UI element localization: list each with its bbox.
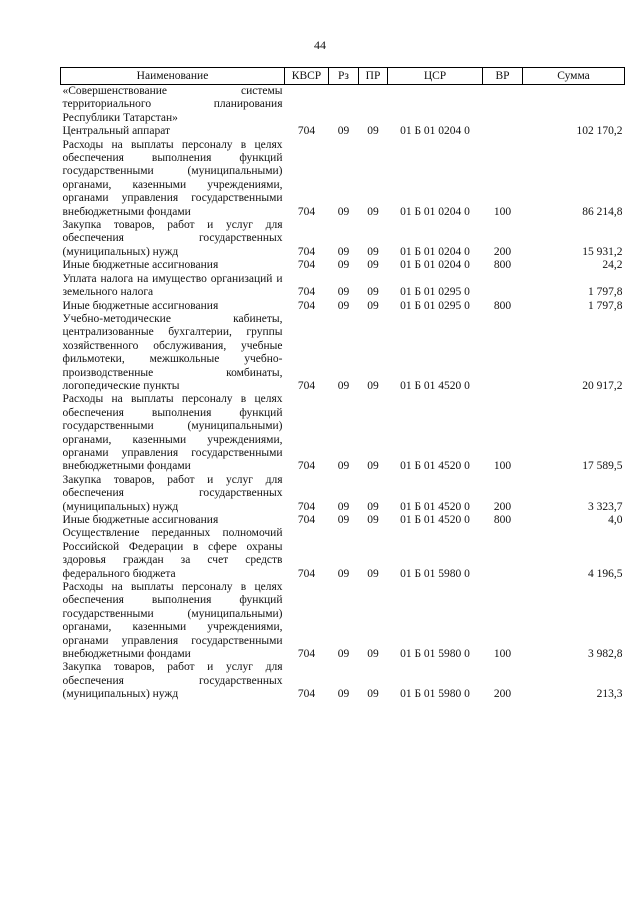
cell-rz: 09 xyxy=(337,688,350,701)
cell-name: «Совершенствование системы территориального планирования Республики Татарстан» xyxy=(62,85,283,124)
cell-rz: 09 xyxy=(337,379,350,392)
cell-vr: 800 xyxy=(493,299,512,312)
cell-pr: 09 xyxy=(367,245,379,258)
cell-rz: 09 xyxy=(337,299,350,312)
cell-sum: 4,0 xyxy=(608,514,623,526)
header-pr: ПР xyxy=(359,68,388,85)
table-body xyxy=(61,85,625,702)
cell-pr: 09 xyxy=(367,286,379,299)
cell-rz: 09 xyxy=(337,460,350,473)
cell-sum: 86 214,8 xyxy=(582,205,623,218)
cell-vr xyxy=(483,527,523,581)
cell-rz: 09 xyxy=(337,245,350,258)
cell-csr: 01 Б 01 5980 0 xyxy=(400,648,470,661)
cell-name: Иные бюджетные ассигнования xyxy=(62,514,219,526)
cell-vr xyxy=(483,273,523,300)
table-row xyxy=(61,393,625,473)
cell-name: Закупка товаров, работ и услуг для обеспечения государственных (муниципальных) нужд xyxy=(62,473,283,513)
table-row xyxy=(61,125,625,138)
header-csr: ЦСР xyxy=(388,68,483,85)
cell-sum: 1 797,8 xyxy=(588,286,623,299)
table-row xyxy=(61,313,625,393)
cell-kvsr: 704 xyxy=(297,688,316,701)
cell-kvsr: 704 xyxy=(297,500,316,513)
cell-kvsr: 704 xyxy=(297,460,316,473)
cell-csr: 01 Б 01 0204 0 xyxy=(400,259,470,272)
cell-vr xyxy=(483,313,523,393)
cell-rz: 09 xyxy=(337,286,350,299)
cell-csr: 01 Б 01 0204 0 xyxy=(400,245,470,258)
cell-kvsr: 704 xyxy=(297,125,316,138)
cell-rz: 09 xyxy=(337,514,350,526)
cell-pr: 09 xyxy=(367,205,379,218)
cell-rz: 09 xyxy=(337,500,350,513)
cell-rz: 09 xyxy=(337,125,350,138)
cell-kvsr xyxy=(285,85,329,126)
cell-vr: 200 xyxy=(493,245,512,258)
cell-name: Уплата налога на имущество организаций и земельного налога xyxy=(62,272,283,299)
cell-vr: 100 xyxy=(493,460,512,473)
page-number: 44 xyxy=(314,38,326,52)
cell-csr: 01 Б 01 5980 0 xyxy=(400,688,470,701)
cell-vr: 200 xyxy=(493,500,512,513)
cell-name: Расходы на выплаты персоналу в целях обеспечения выполнения функций государственными (муниципальными) органами, казенными учреждениями, органами управления государственными внебюджетными фондами xyxy=(62,138,283,218)
cell-pr: 09 xyxy=(367,514,379,526)
cell-csr: 01 Б 01 4520 0 xyxy=(400,460,470,473)
cell-kvsr: 704 xyxy=(297,299,316,312)
cell-csr: 01 Б 01 0295 0 xyxy=(400,286,470,299)
cell-sum: 4 196,5 xyxy=(588,567,623,580)
table-row xyxy=(61,581,625,661)
table-row xyxy=(61,514,625,527)
cell-pr: 09 xyxy=(367,379,379,392)
cell-name: Учебно-методические кабинеты, централизованные бухгалтерии, группы хозяйственного обслуживания, учебные фильмотеки, межшкольные учебно-производственные комбинаты, логопедические пункты xyxy=(62,312,283,392)
cell-rz: 09 xyxy=(337,259,350,272)
cell-kvsr: 704 xyxy=(297,286,316,299)
cell-vr xyxy=(483,85,523,126)
cell-sum: 20 917,2 xyxy=(582,379,623,392)
cell-name: Иные бюджетные ассигнования xyxy=(62,259,219,272)
cell-rz: 09 xyxy=(337,205,350,218)
cell-pr: 09 xyxy=(367,299,379,312)
cell-csr: 01 Б 01 5980 0 xyxy=(400,567,470,580)
cell-pr: 09 xyxy=(367,259,379,272)
cell-kvsr: 704 xyxy=(297,259,316,272)
table-row xyxy=(61,273,625,300)
cell-pr: 09 xyxy=(367,125,379,138)
cell-kvsr: 704 xyxy=(297,514,316,526)
table-row xyxy=(61,85,625,126)
cell-csr: 01 Б 01 4520 0 xyxy=(400,379,470,392)
cell-sum xyxy=(523,85,625,126)
cell-sum: 17 589,5 xyxy=(582,460,623,473)
cell-sum: 15 931,2 xyxy=(582,245,623,258)
cell-vr: 800 xyxy=(493,259,512,272)
cell-csr: 01 Б 01 4520 0 xyxy=(400,514,470,526)
cell-name: Расходы на выплаты персоналу в целях обеспечения выполнения функций государственными (муниципальными) органами, казенными учреждениями, органами управления государственными внебюджетными фондами xyxy=(62,393,283,473)
cell-name: Расходы на выплаты персоналу в целях обеспечения выполнения функций государственными (муниципальными) органами, казенными учреждениями, органами управления государственными внебюджетными фондами xyxy=(62,581,283,661)
cell-vr: 800 xyxy=(493,514,512,526)
cell-csr: 01 Б 01 0204 0 xyxy=(400,205,470,218)
table-row xyxy=(61,527,625,581)
header-rz: Рз xyxy=(329,68,359,85)
cell-vr: 100 xyxy=(493,205,512,218)
cell-rz: 09 xyxy=(337,567,350,580)
header-sum: Сумма xyxy=(523,68,625,85)
cell-sum: 3 982,8 xyxy=(588,648,623,661)
cell-csr: 01 Б 01 4520 0 xyxy=(400,500,470,513)
table-row xyxy=(61,219,625,259)
header-name: Наименование xyxy=(61,68,285,85)
table-row xyxy=(61,259,625,272)
cell-kvsr: 704 xyxy=(297,245,316,258)
cell-csr xyxy=(388,85,483,126)
cell-sum: 3 323,7 xyxy=(588,500,623,513)
cell-name: Центральный аппарат xyxy=(62,125,171,138)
cell-vr: 200 xyxy=(493,688,512,701)
budget-table xyxy=(60,67,625,702)
cell-kvsr: 704 xyxy=(297,379,316,392)
cell-name: Закупка товаров, работ и услуг для обеспечения государственных (муниципальных) нужд xyxy=(62,219,283,258)
cell-rz xyxy=(329,85,359,126)
cell-kvsr: 704 xyxy=(297,567,316,580)
cell-pr: 09 xyxy=(367,567,379,580)
cell-name: Осуществление переданных полномочий Российской Федерации в сфере охраны здоровья граждан за счет средств федерального бюджета xyxy=(62,527,283,580)
cell-name: Закупка товаров, работ и услуг для обеспечения государственных (муниципальных) нужд xyxy=(62,661,283,701)
cell-pr: 09 xyxy=(367,648,379,661)
cell-pr: 09 xyxy=(367,460,379,473)
cell-csr: 01 Б 01 0204 0 xyxy=(400,125,470,138)
cell-pr: 09 xyxy=(367,688,379,701)
table-row xyxy=(61,661,625,701)
cell-vr xyxy=(483,125,523,138)
cell-kvsr: 704 xyxy=(297,648,316,661)
cell-pr: 09 xyxy=(367,500,379,513)
cell-rz: 09 xyxy=(337,648,350,661)
cell-sum: 102 170,2 xyxy=(576,125,623,138)
cell-name: Иные бюджетные ассигнования xyxy=(62,299,219,312)
header-vr: ВР xyxy=(483,68,523,85)
cell-vr: 100 xyxy=(493,648,512,661)
header-kvsr: КВСР xyxy=(285,68,329,85)
table-row xyxy=(61,474,625,514)
table-header-row xyxy=(61,68,625,85)
cell-kvsr: 704 xyxy=(297,205,316,218)
cell-sum: 1 797,8 xyxy=(588,299,623,312)
table-row xyxy=(61,139,625,219)
cell-sum: 213,3 xyxy=(596,688,623,701)
cell-sum: 24,2 xyxy=(602,259,623,272)
cell-pr xyxy=(359,85,388,126)
cell-csr: 01 Б 01 0295 0 xyxy=(400,299,470,312)
table-row xyxy=(61,300,625,313)
